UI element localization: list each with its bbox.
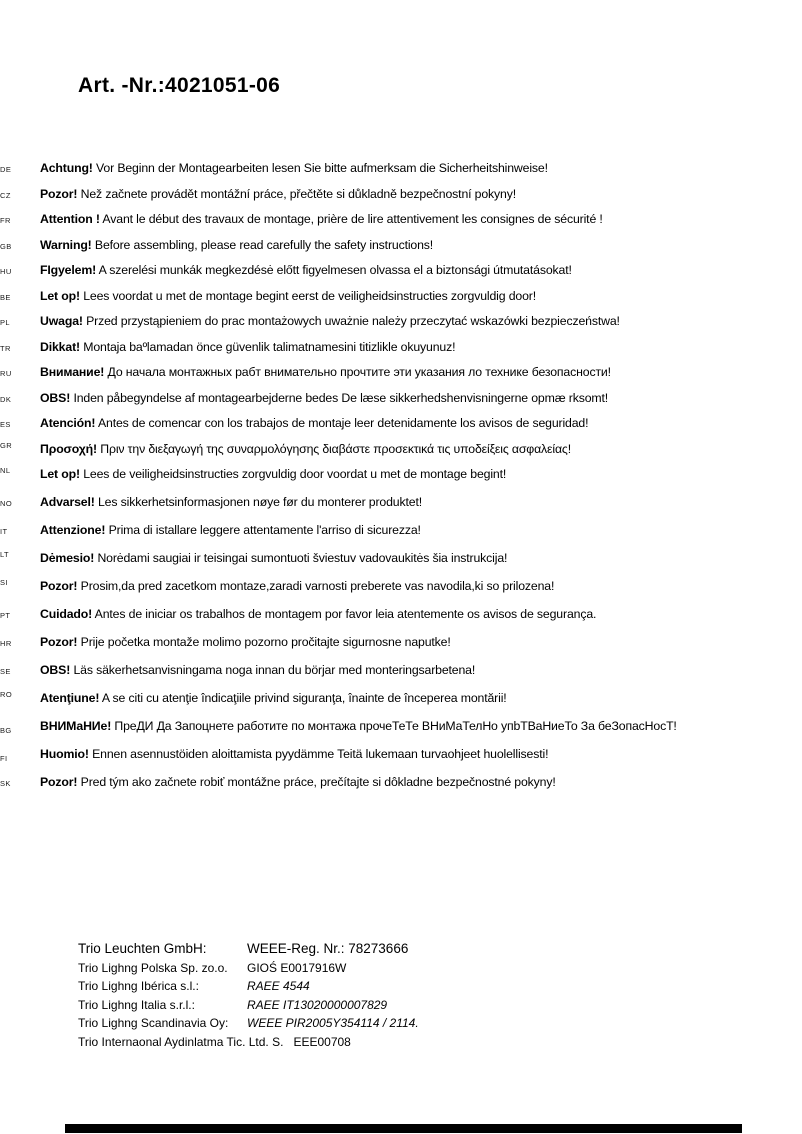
- warning-lead: Pozor!: [40, 579, 78, 593]
- warning-row-ro: [0, 692, 802, 706]
- language-code: DK: [0, 394, 12, 404]
- warning-row-no: [0, 496, 802, 510]
- article-number-title: Art. -Nr.:4021051-06: [78, 74, 281, 97]
- warning-lead: Dikkat!: [40, 339, 80, 354]
- warning-lead: Huomio!: [40, 747, 89, 761]
- company-registration-row: [78, 996, 419, 1015]
- warning-row-de: [0, 162, 802, 176]
- bottom-bar: [65, 1124, 742, 1133]
- language-code: PT: [0, 611, 11, 620]
- warning-message: [40, 496, 422, 509]
- company-name: Trio Leuchten GmbH:: [78, 941, 207, 956]
- warning-message: [40, 443, 571, 456]
- warning-text: Montaja baºlamadan önce güvenlik talimatnamesini titizlikle okuyunuz!: [83, 339, 456, 354]
- warning-lead: Let op!: [40, 467, 80, 481]
- company-name: Trio Lighng Ibérica s.l.:: [78, 979, 199, 993]
- warning-text: Vor Beginn der Montagearbeiten lesen Sie bitte aufmerksam die Sicherheitshinweise!: [96, 161, 548, 175]
- warning-message: [40, 664, 475, 677]
- warning-text: Πριν την διεξαγωγή της συναρμολόγησης διαβάστε προσεκτικά τις υποδείξεις ασφαλείας!: [100, 441, 571, 456]
- company-name: Trio Internaonal Aydinlatma Tic. Ltd. S.: [78, 1034, 284, 1049]
- warning-row-si: [0, 580, 802, 594]
- warning-text: Before assembling, please read carefully the safety instructions!: [94, 237, 434, 252]
- warning-text: Antes de iniciar os trabalhos de montagem por favor leia atentemente os avisos de segurança.: [94, 607, 597, 621]
- warning-row-es: [0, 417, 802, 431]
- warning-lead: Uwaga!: [40, 314, 83, 328]
- warning-message: [40, 748, 548, 761]
- warning-text: Avant le début des travaux de montage, prière de lire attentivement les consignes de sécurité !: [102, 212, 603, 226]
- company-name: Trio Lighng Italia s.r.l.:: [78, 997, 195, 1012]
- language-code: FI: [0, 754, 8, 763]
- warning-list: [0, 162, 802, 804]
- warning-message: [40, 341, 455, 354]
- warning-text: Prije početka montaže molimo pozorno pročitajte sigurnosne naputke!: [80, 635, 451, 649]
- warning-text: Ennen asennustöiden aloittamista pyydämme Teitä lukemaan turvaohjeet huolellisesti!: [92, 747, 549, 761]
- registration-number: WEEE-Reg. Nr.: 78273666: [247, 941, 409, 956]
- warning-text: Prima di istallare leggere attentamente l'arriso di sicurezza!: [108, 523, 421, 537]
- warning-message: [40, 608, 596, 621]
- warning-text: Než začnete provádět montážní práce, přečtěte si důkladně bezpečnostní pokyny!: [80, 186, 516, 201]
- warning-text: Inden påbegyndelse af montagearbejderne bedes De læse sikkerhedshenvisningerne opmæ rksomt!: [73, 390, 609, 405]
- warning-text: Les sikkerhetsinformasjonen nøye før du monterer produktet!: [97, 495, 422, 509]
- warning-message: [40, 264, 572, 277]
- warning-text: Pred tým ako začnete robiť montážne práce, prečítajte si dôkladne bezpečnostné pokyny!: [80, 775, 556, 789]
- warning-row-gr: [0, 440, 802, 457]
- registration-number: RAEE 4544: [247, 979, 310, 993]
- warning-text: Läs säkerhetsanvisningama noga innan du börjar med monteringsarbetena!: [73, 663, 476, 677]
- warning-text: Lees de veiligheidsinstructies zorgvuldig door voordat u met de montage begint!: [83, 467, 507, 481]
- warning-message: [40, 290, 536, 303]
- warning-message: [40, 162, 548, 175]
- warning-lead: Advarsel!: [40, 495, 95, 509]
- language-code: TR: [0, 343, 11, 353]
- language-code: PL: [0, 318, 10, 327]
- warning-row-gb: [0, 239, 802, 253]
- warning-lead: Atenţiune!: [40, 691, 100, 705]
- warning-message: [40, 636, 451, 649]
- warning-text: ПреДИ Да Запоцнете работите по монтажа прочеТеТе ВНиМаТелНо упbТВаНиеТо За беЗопасНосТ!: [114, 719, 677, 733]
- warning-row-pl: [0, 315, 802, 329]
- registration-number: EEE00708: [293, 1034, 351, 1049]
- warning-lead: FIgyelem!: [40, 263, 97, 277]
- warning-row-fr: [0, 213, 802, 227]
- warning-lead: Achtung!: [40, 161, 93, 175]
- language-code: SK: [0, 779, 11, 788]
- warning-lead: Attention !: [40, 212, 100, 226]
- warning-row-fi: [0, 748, 802, 762]
- language-code: GB: [0, 241, 12, 251]
- warning-row-nl: [0, 468, 802, 482]
- warning-lead: Внимание!: [40, 365, 105, 379]
- warning-row-ru: [0, 366, 802, 380]
- language-code: HR: [0, 639, 12, 648]
- warning-lead: Pozor!: [40, 775, 78, 789]
- warning-lead: Attenzione!: [40, 523, 106, 537]
- language-code: DE: [0, 165, 12, 174]
- language-code: HU: [0, 267, 12, 276]
- warning-message: [40, 315, 620, 328]
- warning-text: A szerelési munkák megkezdésė előtt figyelmesen olvassa el a biztonsági útmutatásokat!: [98, 263, 572, 277]
- warning-row-hr: [0, 636, 802, 650]
- warning-message: [40, 552, 507, 565]
- warning-message: [40, 692, 507, 705]
- warning-lead: Pozor!: [40, 186, 78, 201]
- warning-row-be: [0, 290, 802, 304]
- warning-text: До начала монтажных рабт внимательно прочтите эти указания ло технике безопасности!: [107, 365, 611, 379]
- company-registration-list: [78, 940, 419, 1051]
- company-name: Trio Lighng Polska Sp. zo.o.: [78, 960, 228, 975]
- warning-row-se: [0, 664, 802, 678]
- registration-number: WEEE PIR2005Y354114 / 2114.: [247, 1016, 419, 1030]
- warning-lead: Dėmesio!: [40, 551, 95, 565]
- warning-row-sk: [0, 776, 802, 790]
- warning-text: Prosim,da pred zacetkom montaze,zaradi varnosti preberete vas navodila,ki so prilozena!: [80, 579, 555, 593]
- warning-message: [40, 188, 516, 201]
- language-code: RO: [0, 690, 13, 699]
- warning-lead: Cuidado!: [40, 607, 93, 621]
- warning-text: Antes de comencar con los trabajos de montaje leer detenidamente los avisos de seguridad!: [97, 416, 589, 430]
- warning-lead: Προσοχή!: [40, 441, 97, 456]
- warning-text: Norėdami saugiai ir teisingai sumontuoti šviestuv vadovaukitės šia instrukcija!: [97, 551, 508, 565]
- language-code: BG: [0, 726, 12, 735]
- warning-row-cz: [0, 188, 802, 202]
- warning-message: [40, 239, 433, 252]
- company-registration-row: [78, 1014, 419, 1033]
- language-code: SE: [0, 667, 11, 676]
- language-code: BE: [0, 292, 11, 302]
- warning-row-dk: [0, 392, 802, 406]
- warning-lead: Warning!: [40, 237, 92, 252]
- warning-text: A se citi cu atenţie îndicaţiile privind siguranţa, înainte de începerea montării!: [101, 691, 507, 705]
- warning-lead: Atención!: [40, 416, 96, 430]
- company-registration-row: [78, 1033, 419, 1052]
- warning-message: [40, 720, 677, 733]
- warning-message: [40, 392, 608, 405]
- language-code: IT: [0, 527, 8, 536]
- warning-lead: ВНИМаНИе!: [40, 719, 112, 733]
- company-name: Trio Lighng Scandinavia Oy:: [78, 1016, 229, 1030]
- registration-number: RAEE IT13020000007829: [247, 997, 388, 1012]
- warning-message: [40, 776, 556, 789]
- warning-lead: OBS!: [40, 390, 71, 405]
- warning-lead: OBS!: [40, 663, 71, 677]
- warning-lead: Pozor!: [40, 635, 78, 649]
- warning-row-it: [0, 524, 802, 538]
- company-registration-row: [78, 940, 419, 959]
- registration-number: GIOŚ E0017916W: [247, 960, 347, 975]
- warning-row-tr: [0, 341, 802, 355]
- language-code: GR: [0, 440, 13, 450]
- warning-message: [40, 580, 554, 593]
- warning-message: [40, 366, 611, 379]
- warning-row-pt: [0, 608, 802, 622]
- warning-row-lt: [0, 552, 802, 566]
- language-code: SI: [0, 578, 8, 587]
- language-code: NL: [0, 466, 11, 475]
- language-code: NO: [0, 499, 13, 508]
- language-code: ES: [0, 420, 11, 429]
- language-code: FR: [0, 216, 11, 225]
- warning-row-bg: [0, 720, 802, 734]
- warning-text: Lees voordat u met de montage begint eerst de veiligheidsinstructies zorgvuldig door!: [83, 288, 536, 303]
- warning-message: [40, 468, 506, 481]
- warning-message: [40, 213, 603, 226]
- language-code: LT: [0, 550, 9, 559]
- warning-message: [40, 524, 421, 537]
- warning-lead: Let op!: [40, 288, 80, 303]
- warning-row-hu: [0, 264, 802, 278]
- company-registration-row: [78, 959, 419, 978]
- language-code: CZ: [0, 190, 11, 200]
- company-registration-row: [78, 977, 419, 996]
- warning-text: Przed przystąpieniem do prac montażowych uważnie należy przeczytać wskazówki bezpieczeństwa!: [86, 314, 620, 328]
- language-code: RU: [0, 369, 12, 378]
- warning-message: [40, 417, 588, 430]
